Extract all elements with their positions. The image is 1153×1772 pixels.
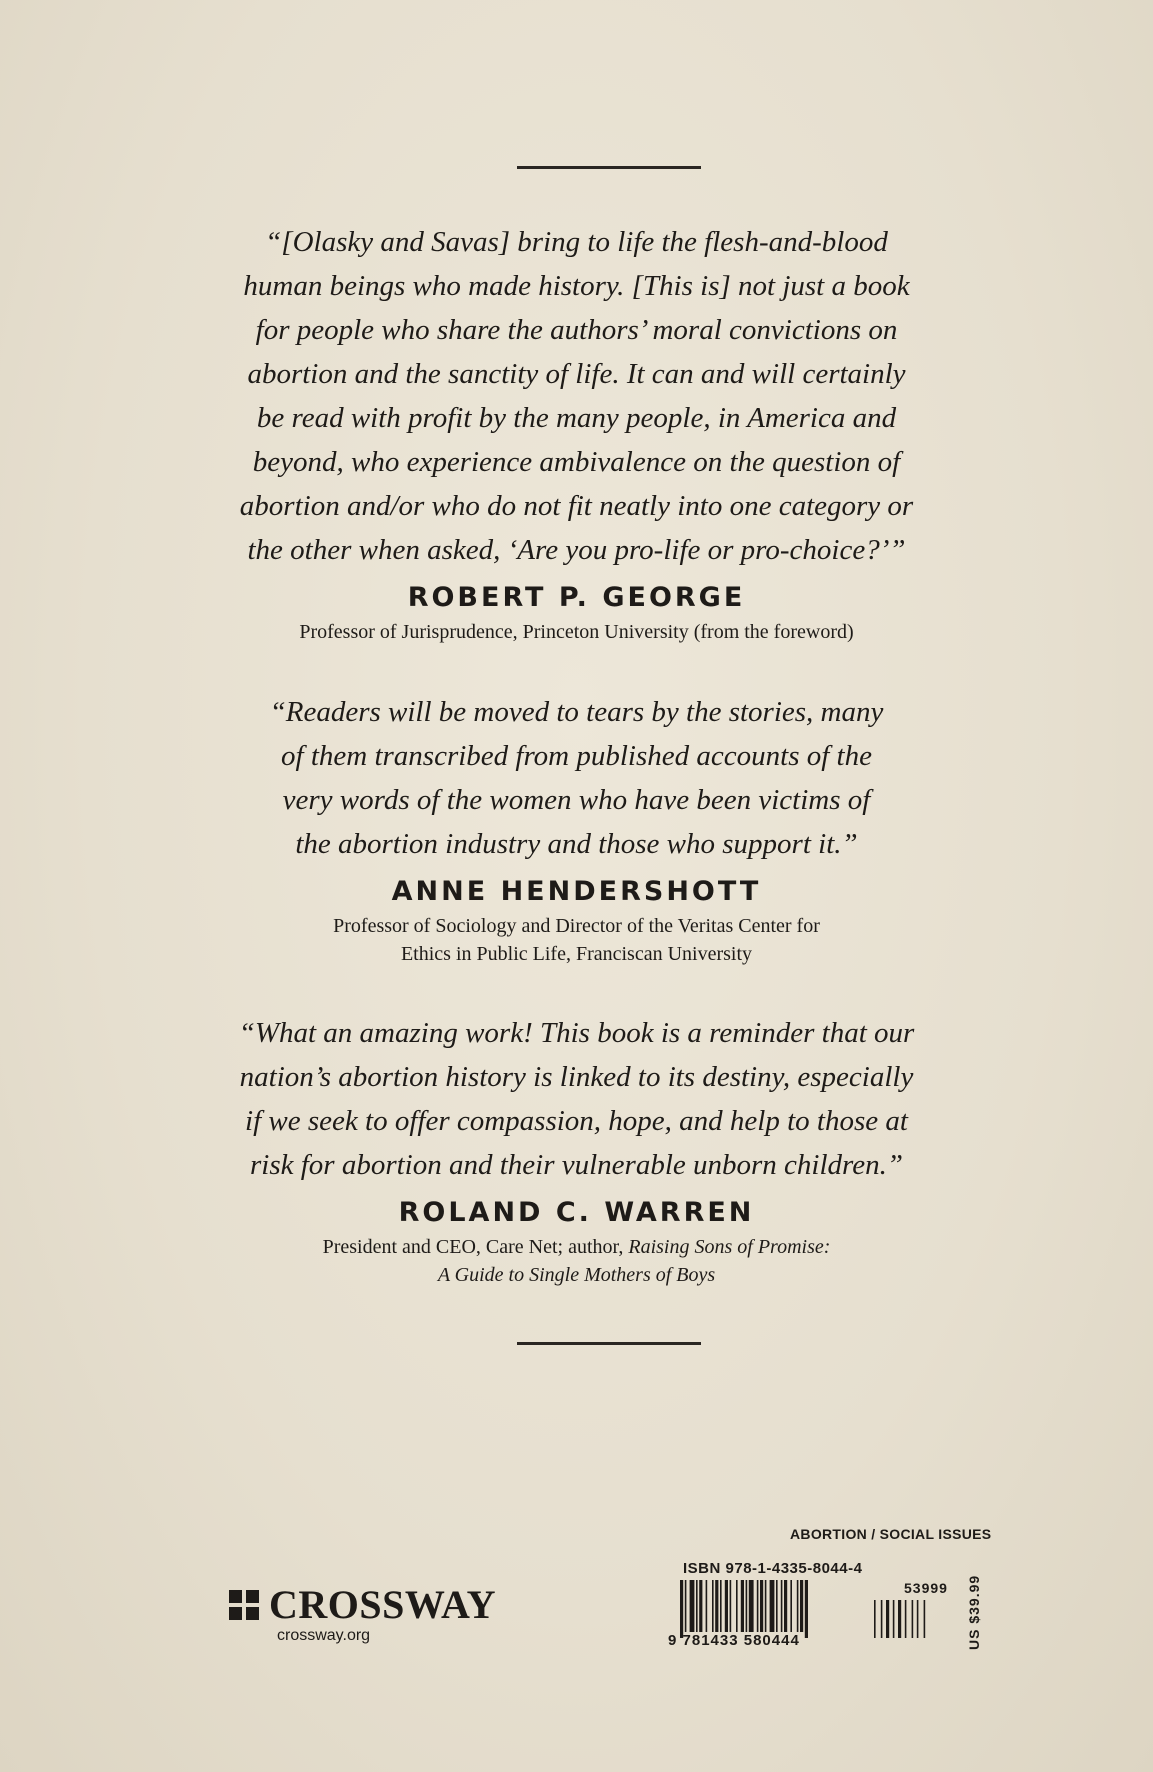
affiliation-line xyxy=(0,1233,1153,1261)
endorsement-quote xyxy=(0,1011,1153,1187)
barcode-bar xyxy=(781,1580,783,1632)
barcode-bar xyxy=(800,1580,803,1632)
barcode-bar xyxy=(746,1580,748,1632)
price-code: 53999 xyxy=(904,1580,948,1596)
endorsement-quote xyxy=(0,220,1153,572)
barcode-bar xyxy=(770,1580,775,1632)
quote-line: of them transcribed from published accounts of the xyxy=(281,740,872,772)
crossway-square-mark-icon xyxy=(229,1590,259,1620)
barcode-bar xyxy=(790,1580,792,1632)
barcode-bar xyxy=(797,1580,799,1632)
barcode-bar xyxy=(760,1580,763,1632)
quote-line: beyond, who experience ambivalence on the question of xyxy=(252,446,901,478)
barcode-bar xyxy=(736,1580,738,1632)
barcode-bar xyxy=(715,1580,718,1632)
barcode-bar xyxy=(696,1580,698,1632)
publisher-name: CROSSWAY xyxy=(269,1582,497,1627)
barcode-addon-bar xyxy=(905,1600,907,1638)
endorsement-roland-warren xyxy=(0,1011,1153,1289)
barcode-bar xyxy=(690,1580,695,1632)
barcode-addon-bar xyxy=(886,1600,889,1638)
quote-line: risk for abortion and their vulnerable unborn children.” xyxy=(249,1149,903,1181)
endorsement-quote xyxy=(0,690,1153,866)
barcode-addon-bar xyxy=(881,1600,883,1638)
barcode-bar xyxy=(699,1580,702,1632)
endorser-name: ROBERT P. GEORGE xyxy=(407,582,746,613)
barcode-addon-bar xyxy=(912,1600,914,1638)
affiliation-line: Professor of Sociology and Director of the Veritas Center for xyxy=(333,915,820,937)
quote-line: “What an amazing work! This book is a reminder that our xyxy=(238,1017,915,1049)
barcode-bar xyxy=(765,1580,767,1632)
endorser-affiliation xyxy=(0,912,1153,968)
book-title: A Guide to Single Mothers of Boys xyxy=(437,1264,716,1286)
quote-line: the abortion industry and those who support it.” xyxy=(295,828,858,860)
barcode-bar xyxy=(757,1580,759,1632)
quote-line: abortion and/or who do not fit neatly into one category or xyxy=(239,490,914,522)
barcode-addon-bar xyxy=(893,1600,895,1638)
barcode-addon-bar xyxy=(924,1600,926,1638)
top-divider xyxy=(517,166,701,169)
quote-line: the other when asked, ‘Are you pro-life or pro-choice?’” xyxy=(247,534,906,566)
quote-line: nation’s abortion history is linked to its destiny, especially xyxy=(239,1061,914,1093)
publisher-logo xyxy=(229,1582,497,1627)
endorser-affiliation xyxy=(0,618,1153,646)
endorser-name: ANNE HENDERSHOTT xyxy=(391,876,762,907)
isbn-number: ISBN 978-1-4335-8044-4 xyxy=(683,1560,863,1577)
book-category: ABORTION / SOCIAL ISSUES xyxy=(790,1526,992,1542)
barcode-addon-bar xyxy=(874,1600,876,1638)
quote-line: “Readers will be moved to tears by the stories, many xyxy=(269,696,884,728)
book-title: Raising Sons of Promise: xyxy=(628,1236,831,1258)
quote-line: if we seek to offer compassion, hope, and help to those at xyxy=(245,1105,908,1137)
endorsement-anne-hendershott xyxy=(0,690,1153,968)
quote-line: be read with profit by the many people, in America and xyxy=(256,402,897,434)
quote-line: very words of the women who have been victims of xyxy=(282,784,871,816)
quote-line: abortion and the sanctity of life. It can and will certainly xyxy=(247,358,906,390)
barcode-bar xyxy=(680,1580,683,1638)
barcode-bar xyxy=(776,1580,778,1632)
endorser-affiliation xyxy=(0,1233,1153,1289)
quote-line: “[Olasky and Savas] bring to life the flesh-and-blood xyxy=(265,226,888,258)
barcode-bar xyxy=(720,1580,722,1632)
publisher-website: crossway.org xyxy=(277,1627,371,1644)
barcode-bar xyxy=(706,1580,708,1632)
barcode-bar xyxy=(685,1580,687,1632)
barcode-bar xyxy=(712,1580,714,1632)
barcode-bar xyxy=(784,1580,787,1632)
barcode-digits: 9 781433 580444 xyxy=(668,1632,800,1649)
affiliation-line: Professor of Jurisprudence, Princeton University (from the foreword) xyxy=(299,621,854,643)
endorsement-robert-george xyxy=(0,220,1153,646)
bottom-divider xyxy=(517,1342,701,1345)
affiliation-line xyxy=(0,1261,1153,1289)
barcode-bar xyxy=(741,1580,744,1632)
barcode-bar xyxy=(730,1580,732,1632)
barcode-addon-bar xyxy=(898,1600,901,1638)
price-label: US $39.99 xyxy=(966,1574,982,1650)
endorser-name: ROLAND C. WARREN xyxy=(398,1197,755,1228)
barcode-bar xyxy=(725,1580,728,1632)
barcode-bar xyxy=(749,1580,754,1632)
barcode-bar xyxy=(805,1580,808,1638)
quote-line: for people who share the authors’ moral convictions on xyxy=(255,314,898,346)
quote-line: human beings who made history. [This is] not just a book xyxy=(243,270,910,302)
affiliation-line: Ethics in Public Life, Franciscan University xyxy=(400,943,753,965)
affiliation-prefix: President and CEO, Care Net; author, xyxy=(322,1236,629,1258)
barcode-addon-bar xyxy=(917,1600,919,1638)
